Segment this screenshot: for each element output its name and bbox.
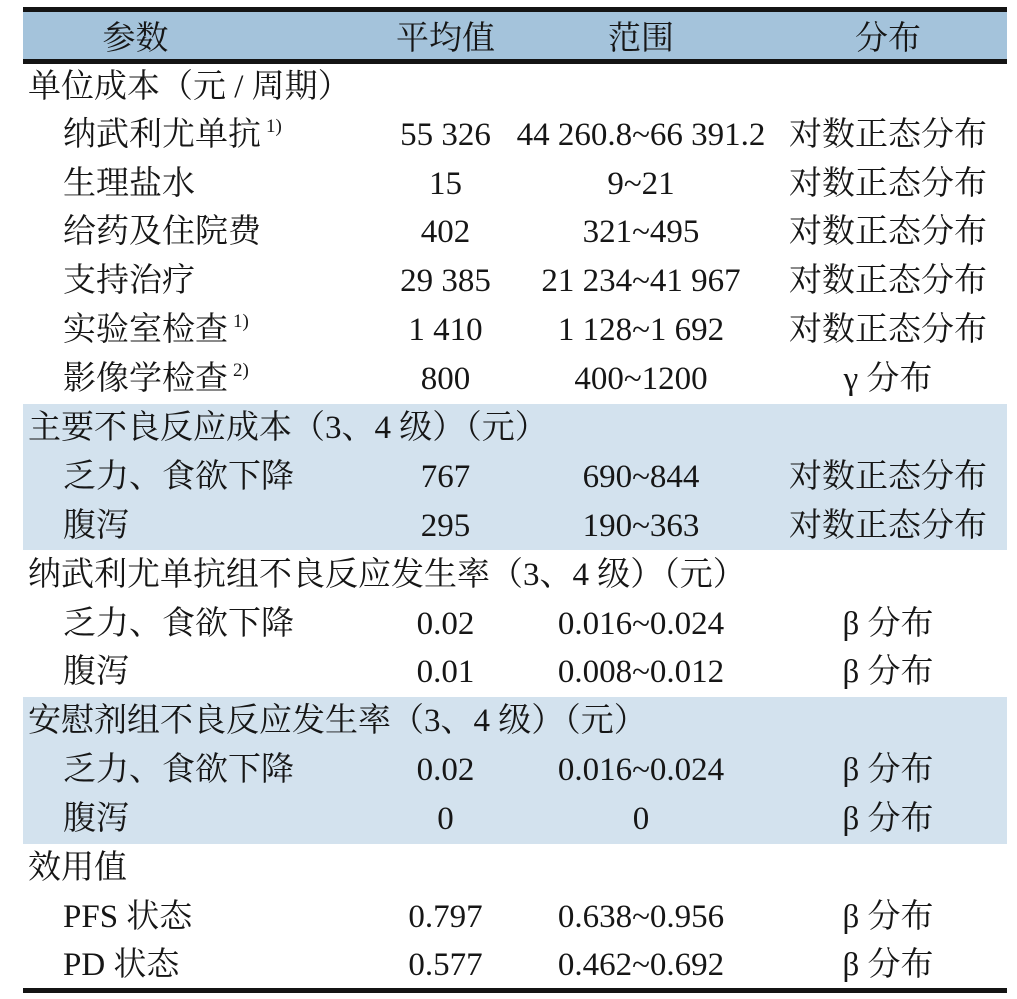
col-header-distribution: 分布 xyxy=(769,10,1007,62)
col-header-mean: 平均值 xyxy=(378,10,513,62)
parameter-cell xyxy=(23,257,378,306)
table-row xyxy=(23,159,1007,208)
dist-value: β 分布 xyxy=(842,801,934,838)
parameter-label: 影像学检查 xyxy=(63,361,228,398)
footnote-marker: 1) xyxy=(233,311,249,333)
dist-value: β 分布 xyxy=(842,752,934,789)
mean-value: 800 xyxy=(420,361,471,398)
parameter-cell xyxy=(23,697,1007,746)
mean-value: 15 xyxy=(429,165,462,202)
table-row xyxy=(23,502,1007,551)
mean-value: 0.02 xyxy=(416,605,475,642)
parameter-cell xyxy=(23,355,378,404)
range-value: 9~21 xyxy=(607,165,675,202)
table-header xyxy=(23,10,1007,62)
range-value: 0.016~0.024 xyxy=(557,605,725,642)
mean-value: 0.02 xyxy=(416,752,475,789)
table-row xyxy=(23,257,1007,306)
parameter-cell xyxy=(23,208,378,257)
section-header-row xyxy=(23,550,1007,599)
col-header-range: 范围 xyxy=(513,10,769,62)
parameter-label: 腹泻 xyxy=(63,654,129,691)
table-row xyxy=(23,893,1007,942)
parameter-label: 单位成本（元 / 周期） xyxy=(28,69,351,106)
parameter-cell xyxy=(23,795,378,844)
parameter-label: 乏力、食欲下降 xyxy=(63,752,294,789)
range-value: 0 xyxy=(632,801,650,838)
table-row xyxy=(23,208,1007,257)
table-body xyxy=(23,62,1007,991)
parameters-table xyxy=(23,7,1007,993)
range-value: 0.462~0.692 xyxy=(557,946,725,983)
mean-value: 295 xyxy=(420,507,471,544)
parameter-cell xyxy=(23,844,1007,893)
range-value: 0.638~0.956 xyxy=(557,898,725,935)
dist-value: β 分布 xyxy=(842,605,934,642)
parameter-cell xyxy=(23,62,1007,111)
parameter-cell xyxy=(23,110,378,159)
footnote-marker: 1) xyxy=(266,115,282,137)
dist-value: 对数正态分布 xyxy=(789,116,987,153)
parameter-cell xyxy=(23,453,378,502)
table-row xyxy=(23,942,1007,991)
parameter-label: 支持治疗 xyxy=(63,263,195,300)
parameter-cell xyxy=(23,599,378,648)
parameter-cell xyxy=(23,893,378,942)
range-value: 190~363 xyxy=(582,507,700,544)
parameter-label: 生理盐水 xyxy=(63,165,195,202)
dist-value: 对数正态分布 xyxy=(789,214,987,251)
mean-value: 1 410 xyxy=(408,312,483,349)
table-row xyxy=(23,306,1007,355)
dist-value: 对数正态分布 xyxy=(789,165,987,202)
table-row xyxy=(23,599,1007,648)
parameter-label: 纳武利尤单抗组不良反应发生率（3、4 级）（元） xyxy=(28,556,746,593)
mean-value: 0.577 xyxy=(408,946,483,983)
range-value: 0.008~0.012 xyxy=(557,654,725,691)
section-header-row xyxy=(23,697,1007,746)
table-row xyxy=(23,648,1007,697)
parameter-cell xyxy=(23,942,378,991)
table-row xyxy=(23,795,1007,844)
dist-value: 对数正态分布 xyxy=(789,458,987,495)
mean-value: 0.797 xyxy=(408,898,483,935)
table-row xyxy=(23,746,1007,795)
mean-value: 402 xyxy=(420,214,471,251)
mean-value: 55 326 xyxy=(400,116,491,153)
col-header-parameter: 参数 xyxy=(23,10,378,62)
header-row xyxy=(23,10,1007,62)
parameter-label: 腹泻 xyxy=(63,801,129,838)
parameter-cell xyxy=(23,502,378,551)
section-header-row xyxy=(23,404,1007,453)
parameter-label: PFS 状态 xyxy=(63,898,193,935)
range-value: 44 260.8~66 391.2 xyxy=(516,116,766,153)
dist-value: β 分布 xyxy=(842,898,934,935)
range-value: 321~495 xyxy=(582,214,700,251)
table-row xyxy=(23,355,1007,404)
parameter-label: 给药及住院费 xyxy=(63,214,261,251)
dist-value: γ 分布 xyxy=(843,361,933,398)
range-value: 0.016~0.024 xyxy=(557,752,725,789)
mean-value: 767 xyxy=(420,458,471,495)
range-value: 21 234~41 967 xyxy=(541,263,741,300)
parameter-label: 乏力、食欲下降 xyxy=(63,605,294,642)
range-value: 690~844 xyxy=(582,458,700,495)
parameter-label: 效用值 xyxy=(28,850,127,887)
table-row xyxy=(23,453,1007,502)
mean-value: 29 385 xyxy=(400,263,491,300)
parameter-label: 纳武利尤单抗 xyxy=(63,116,261,153)
dist-value: 对数正态分布 xyxy=(789,263,987,300)
parameter-label: 腹泻 xyxy=(63,507,129,544)
parameter-cell xyxy=(23,404,1007,453)
section-header-row xyxy=(23,62,1007,111)
footnote-marker: 2) xyxy=(233,360,249,382)
parameter-cell xyxy=(23,306,378,355)
dist-value: 对数正态分布 xyxy=(789,312,987,349)
table-row xyxy=(23,110,1007,159)
parameter-label: 安慰剂组不良反应发生率（3、4 级）（元） xyxy=(28,703,647,740)
section-header-row xyxy=(23,844,1007,893)
parameter-cell xyxy=(23,746,378,795)
dist-value: 对数正态分布 xyxy=(789,507,987,544)
parameter-cell xyxy=(23,159,378,208)
dist-value: β 分布 xyxy=(842,946,934,983)
dist-value: β 分布 xyxy=(842,654,934,691)
parameter-label: PD 状态 xyxy=(63,946,180,983)
parameter-cell xyxy=(23,550,1007,599)
parameter-label: 实验室检查 xyxy=(63,312,228,349)
parameter-label: 乏力、食欲下降 xyxy=(63,458,294,495)
range-value: 1 128~1 692 xyxy=(557,312,725,349)
parameter-label: 主要不良反应成本（3、4 级）（元） xyxy=(28,410,548,447)
mean-value: 0 xyxy=(437,801,454,838)
parameter-cell xyxy=(23,648,378,697)
range-value: 400~1200 xyxy=(574,361,708,398)
mean-value: 0.01 xyxy=(416,654,475,691)
